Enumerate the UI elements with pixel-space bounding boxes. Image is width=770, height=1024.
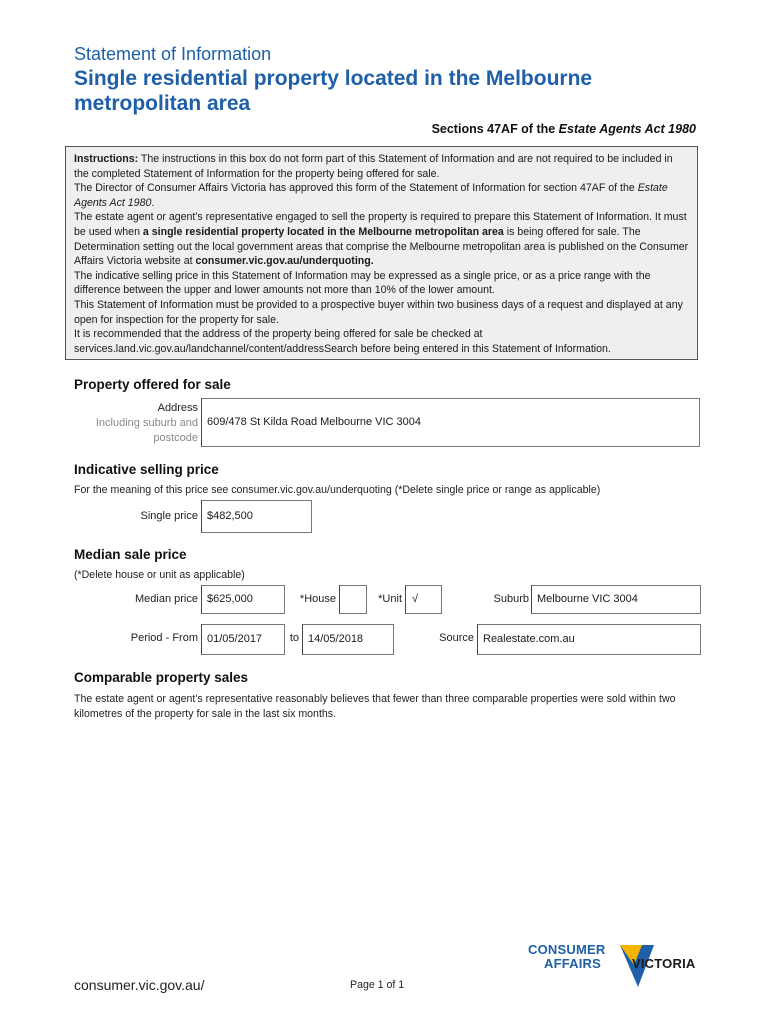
single-price-field[interactable]: $482,500 <box>201 500 312 533</box>
comparable-text: The estate agent or agent's representative reasonably believes that fewer than three comparable properties were sold within two kilometres of the property for sale in the last six months. <box>74 693 676 720</box>
page-number: Page 1 of 1 <box>350 979 405 991</box>
instructions-p3-text2: is being offered for sale. The Determination setting out the local government areas that comprise the Melbourne metropolitan area is published on the Consumer Affairs Victoria website at <box>74 225 689 268</box>
underquoting-link[interactable]: consumer.vic.gov.au/underquoting. <box>195 255 374 268</box>
document-title: Single residential property located in the Melbourne metropolitan area <box>74 67 593 115</box>
period-from-label: Period - From <box>130 632 198 644</box>
period-from-field[interactable]: 01/05/2017 <box>201 624 285 655</box>
period-to-label: to <box>289 632 299 644</box>
address-label-line1: Address <box>157 402 198 414</box>
consumer-affairs-victoria-logo <box>528 943 703 993</box>
address-label-line2: Including suburb and <box>95 417 198 429</box>
suburb-field[interactable]: Melbourne VIC 3004 <box>531 585 701 614</box>
property-heading: Property offered for sale <box>74 377 231 392</box>
house-checkbox[interactable] <box>339 585 367 614</box>
indicative-note: For the meaning of this price see consumer.vic.gov.au/underquoting (*Delete single price or range as applicable) <box>74 484 601 496</box>
unit-label: *Unit <box>378 593 402 605</box>
suburb-label: Suburb <box>493 593 529 605</box>
instructions-box <box>65 146 698 360</box>
source-field[interactable]: Realestate.com.au <box>477 624 701 655</box>
logo-line3: VICTORIA <box>632 956 696 971</box>
unit-checkbox[interactable]: √ <box>405 585 442 614</box>
instructions-p2 <box>74 181 689 210</box>
instructions-p2-act: Estate Agents Act 1980 <box>74 182 668 209</box>
instructions-p4: The indicative selling price in this Statement of Information may be expressed as a single price, or as a price range with the difference between the upper and lower amounts not more than 10% of the lower amount. <box>74 269 651 297</box>
logo-line1: CONSUMER <box>528 942 606 957</box>
document-label: Statement of Information <box>74 44 272 64</box>
instructions-p5: This Statement of Information must be provided to a prospective buyer within two business days of a request and displayed at any open for inspection for the property for sale. <box>74 298 683 326</box>
sections-act: Estate Agents Act 1980 <box>558 122 696 136</box>
sections-reference <box>432 122 696 136</box>
logo-line2: AFFAIRS <box>544 956 602 971</box>
indicative-heading: Indicative selling price <box>74 462 219 477</box>
instructions-p6: It is recommended that the address of the property being offered for sale be checked at services.land.vic.gov.au/landchannel/content/addressSearch before being entered in this Statement of Information. <box>74 328 611 355</box>
instructions-p1-text: The instructions in this box do not form part of this Statement of Information and are not required to be included in the completed Statement of Information for the property being offered for sale. <box>74 153 673 180</box>
instructions-p1 <box>74 152 689 181</box>
instructions-heading: Instructions: <box>74 153 139 165</box>
instructions-p3-bold: a single residential property located in the Melbourne metropolitan area <box>142 225 504 238</box>
address-label <box>70 401 198 446</box>
source-label: Source <box>439 632 474 644</box>
sections-prefix: Sections 47AF of the <box>431 122 559 136</box>
instructions-p2-text: The Director of Consumer Affairs Victoria has approved this form of the Statement of Information for section 47AF of the <box>74 182 638 195</box>
instructions-p2-end: . <box>151 196 155 209</box>
median-price-field[interactable]: $625,000 <box>201 585 285 614</box>
single-price-label: Single price <box>140 510 198 522</box>
median-heading: Median sale price <box>74 547 187 562</box>
instructions-p3-text: The estate agent or agent's representative engaged to sell the property is required to prepare this Statement of Information. It must be used when <box>74 211 687 238</box>
address-label-line3: postcode <box>153 432 198 444</box>
house-label: *House <box>299 593 336 605</box>
instructions-p3 <box>74 210 689 268</box>
comparable-heading: Comparable property sales <box>74 670 249 685</box>
median-note: (*Delete house or unit as applicable) <box>74 569 245 581</box>
footer-url[interactable]: consumer.vic.gov.au/ <box>74 977 205 993</box>
address-field[interactable]: 609/478 St Kilda Road Melbourne VIC 3004 <box>201 398 700 447</box>
period-to-field[interactable]: 14/05/2018 <box>302 624 394 655</box>
median-price-label: Median price <box>135 593 198 605</box>
